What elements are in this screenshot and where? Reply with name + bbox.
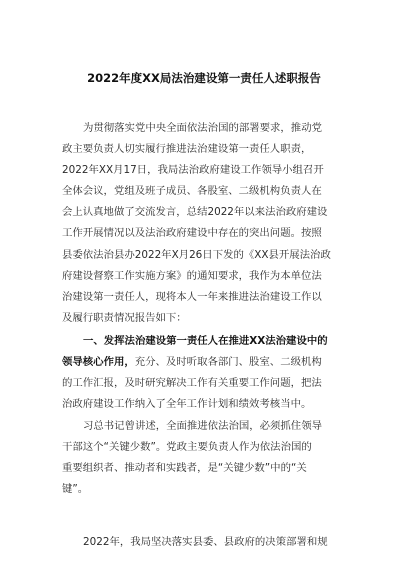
paragraph-line: 干部这个“关键少数”。党政主要负责人作为依法治国的: [62, 441, 312, 454]
paragraph-line: 习总书记曾讲述，全面推进依法治国，必须抓住领导: [83, 420, 322, 432]
paragraph-line: 重要组织者、推动者和实践者，是“关键少数”中的“关: [62, 462, 307, 475]
paragraph-line: 键”。: [62, 483, 89, 496]
paragraph-line: 及履行职责情况报告如下：: [62, 311, 187, 324]
paragraph-section-one: [62, 331, 352, 415]
paragraph-line: 2022年XX月17日，我局法治政府建设工作领导小组召开: [62, 164, 324, 177]
paragraph-line: 府建设督察工作实施方案》的通知要求，我作为本单位法: [62, 269, 322, 282]
paragraph-line: 政主要负责人切实履行推进法治建设第一责任人职责，: [62, 143, 312, 156]
paragraph-line: 治政府建设工作纳入了全年工作计划和绩效考核当中。: [62, 398, 312, 411]
paragraph-line: 会上认真地做了交流发言，总结2022年以来法治政府建设: [62, 206, 328, 219]
paragraph-line: 2022年，我局坚决落实县委、县政府的决策部署和规: [83, 536, 328, 548]
paragraph-line: 的工作汇报，及时研究解决工作有关重要工作问题，把法: [62, 377, 322, 390]
paragraph-line: 县委依法治县办2022年X月26日下发的《XX县开展法治政: [62, 248, 331, 261]
document-title: 2022年度XX局法治建设第一责任人述职报告: [87, 71, 321, 85]
paragraph-line: 工作开展情况以及法治政府建设中存在的突出问题。按照: [62, 227, 322, 240]
section-heading: 一、发挥法治建设第一责任人在推进XX法治建设中的: [83, 335, 328, 347]
paragraph-line: [62, 352, 352, 373]
section-heading-continued: 领导核心作用，: [62, 356, 135, 369]
paragraph-line: 全体会议，党组及班子成员、各股室、二级机构负责人在: [62, 185, 322, 198]
paragraph-2022-work: [62, 532, 352, 553]
paragraph-line-rest: 充分、及时听取各部门、股室、二级机构: [134, 356, 322, 369]
paragraph-key-minority: [62, 416, 352, 500]
paragraph-intro: [62, 118, 352, 329]
paragraph-line: 为贯彻落实党中央全面依法治国的部署要求，推动党: [83, 122, 322, 134]
paragraph-line: 治建设第一责任人，现将本人一年来推进法治建设工作以: [62, 290, 322, 303]
